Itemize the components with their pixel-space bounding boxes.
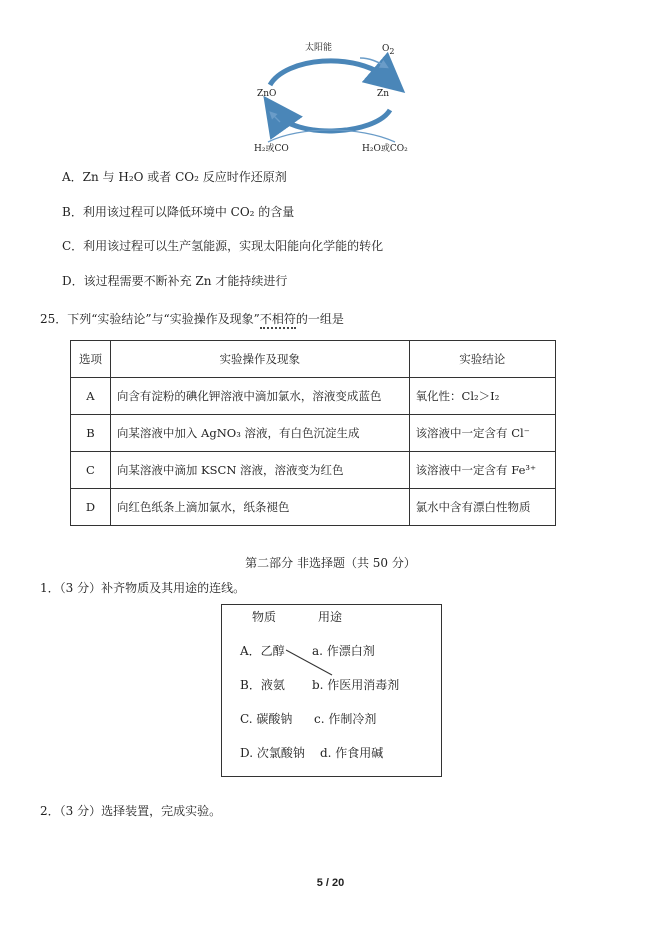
page-number: 5 / 20 <box>316 877 345 889</box>
q2-stem: 2．（3 分）选择装置，完成实验。 <box>40 804 222 818</box>
q25-emphasis: 不相符 <box>260 312 296 329</box>
matching-box <box>221 604 442 777</box>
example-connection-line <box>222 605 441 776</box>
left-bottom-label: H₂或CO <box>254 144 289 154</box>
substance-item: B．液氨 <box>240 678 285 692</box>
row-operation: 向红色纸条上滴加氯水，纸条褪色 <box>110 489 409 526</box>
row-option: A <box>71 378 111 415</box>
q24-option-a: A．Zn 与 H₂O 或者 CO₂ 反应时作还原剂 <box>62 170 287 184</box>
substance-item: A．乙醇 <box>240 644 285 658</box>
row-option: B <box>71 415 111 452</box>
top-arc-arrow <box>270 61 390 85</box>
use-item: d. 作食用碱 <box>320 746 384 760</box>
row-conclusion: 该溶液中一定含有 Fe³⁺ <box>409 452 555 489</box>
row-operation: 向含有淀粉的碘化钾溶液中滴加氯水，溶液变成蓝色 <box>110 378 409 415</box>
table-row <box>71 378 556 415</box>
section-title: 第二部分 非选择题（共 50 分） <box>245 556 416 570</box>
zn-label: Zn <box>377 89 390 99</box>
table-row <box>71 452 556 489</box>
q25-stem: 25．下列“实验结论”与“实验操作及现象”不相符的一组是 <box>40 311 344 327</box>
header-conclusion: 实验结论 <box>409 341 555 378</box>
row-operation: 向某溶液中加入 AgNO₃ 溶液，有白色沉淀生成 <box>110 415 409 452</box>
q24-option-d: D．该过程需要不断补充 Zn 才能持续进行 <box>62 274 288 288</box>
solar-label: 太阳能 <box>305 43 333 53</box>
use-item: a. 作漂白剂 <box>312 644 375 658</box>
header-option: 选项 <box>71 341 111 378</box>
col-use-header: 用途 <box>318 610 343 624</box>
q25-table <box>70 340 556 526</box>
q24-option-b: B．利用该过程可以降低环境中 CO₂ 的含量 <box>62 205 295 219</box>
table-row <box>71 489 556 526</box>
row-conclusion: 氧化性：Cl₂＞I₂ <box>409 378 555 415</box>
row-option: C <box>71 452 111 489</box>
col-substance-header: 物质 <box>252 610 277 624</box>
row-option: D <box>71 489 111 526</box>
table-header-row <box>71 341 556 378</box>
o2-label: $O_2$ <box>382 44 395 56</box>
zno-label: ZnO <box>257 89 277 99</box>
q1-stem: 1．（3 分）补齐物质及其用途的连线。 <box>40 581 246 595</box>
bottom-arc-arrow <box>275 110 390 131</box>
substance-item: C. 碳酸钠 <box>240 712 293 726</box>
row-conclusion: 氯水中含有漂白性物质 <box>409 489 555 526</box>
use-item: b. 作医用消毒剂 <box>312 678 400 692</box>
q24-option-c: C．利用该过程可以生产氢能源，实现太阳能向化学能的转化 <box>62 239 384 253</box>
row-conclusion: 该溶液中一定含有 Cl⁻ <box>409 415 555 452</box>
table-row <box>71 415 556 452</box>
header-operation: 实验操作及现象 <box>110 341 409 378</box>
substance-item: D. 次氯酸钠 <box>240 746 305 760</box>
right-bottom-label: H₂O或CO₂ <box>362 144 408 154</box>
row-operation: 向某溶液中滴加 KSCN 溶液，溶液变为红色 <box>110 452 409 489</box>
use-item: c. 作制冷剂 <box>314 712 377 726</box>
